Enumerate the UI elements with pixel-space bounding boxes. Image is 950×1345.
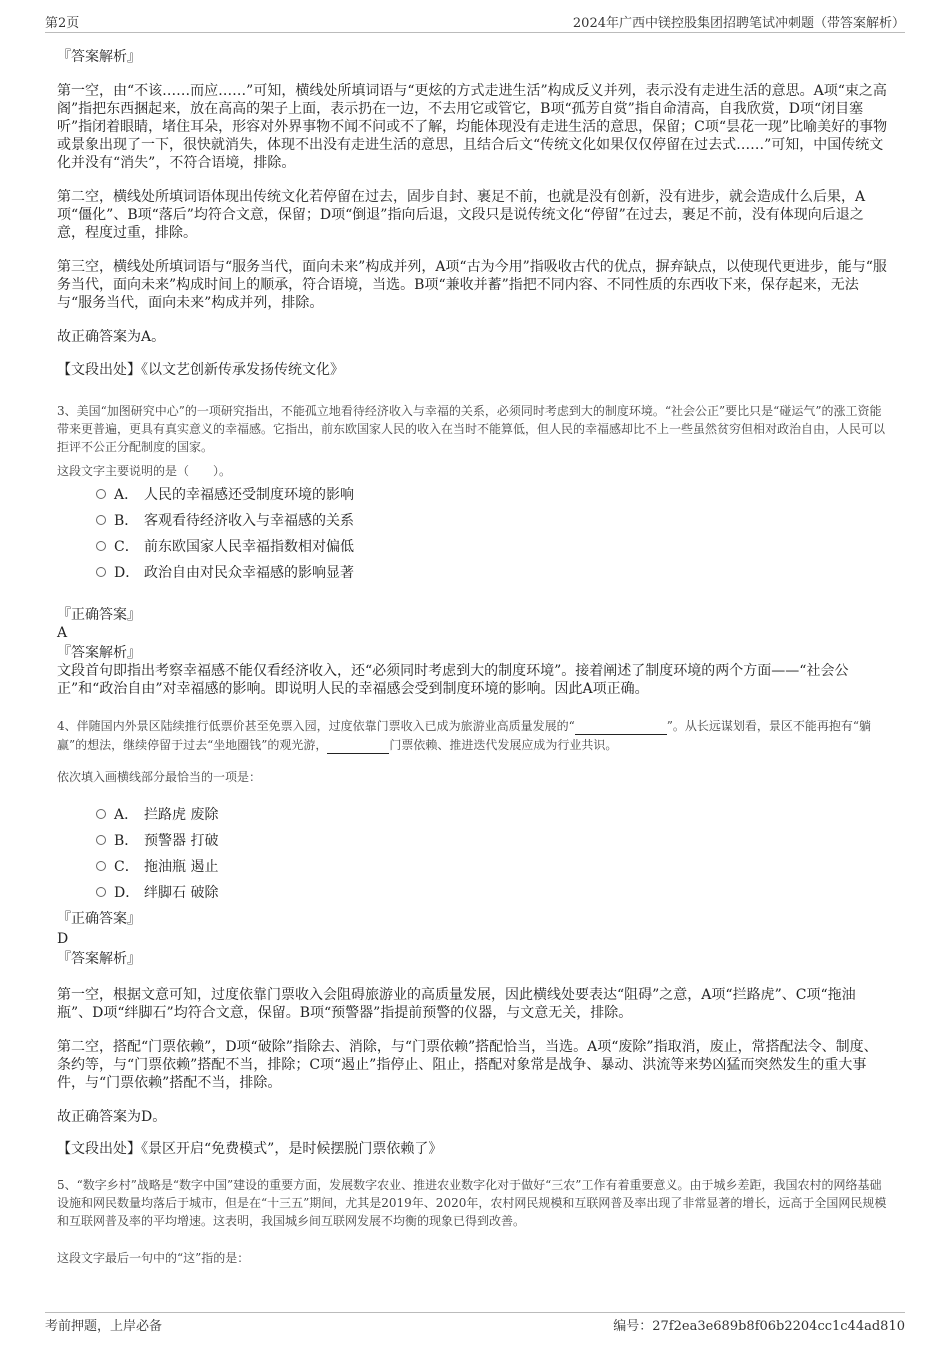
q2-analysis-paragraph-2: 第二空，横线处所填词语体现出传统文化若停留在过去，固步自封、裹足不前，也就是没有创新，没有进步，就会造成什么后果，A项“僵化”、B项“落后”均符合文意，保留；D项“倒退”指向后退，文段只是说传统文化“停留”在过去，裹足不前，没有体现向后退之意，程度过重，排除。 <box>57 189 866 241</box>
q4-source: 【文段出处】《景区开启“免费模式”，是时候摆脱门票依赖了》 <box>57 1141 443 1157</box>
q2-analysis-label: 『答案解析』 <box>57 49 141 65</box>
q2-analysis-paragraph-1: 第一空，由“不该……而应……”可知，横线处所填词语与“更炫的方式走进生活”构成反义并列，表示没有走进生活的意思。A项“束之高阁”指把东西捆起来，放在高高的架子上面，表示扔在一边，不去用它或管它，B项“孤芳自赏”指自命清高，自我欣赏，D项“闭目塞听”指闭着眼睛，堵住耳朵，形容对外界事物不闻不问或不了解，均能体现没有走进生活的意思，保留；C项“昙花一现”比喻美好的事物或景象出现了一下，很快就消失，体现不出没有走进生活的意思，且结合后文“传统文化如果仅仅停留在过去式……”可知，中国传统文化并没有“消失”，不符合语境，排除。 <box>57 83 888 171</box>
page-header <box>45 10 905 33</box>
page-footer <box>45 1312 905 1335</box>
q2-analysis-paragraph-3: 第三空，横线处所填词语与“服务当代，面向未来”构成并列，A项“古为今用”指吸收古代的优点，摒弃缺点，以使现代更进步，能与“服务当代，面向未来”构成时间上的顺承，符合语境，当选。B项“兼收并蓄”指把不同内容、不同性质的东西收下来，保存起来，无法与“服务当代，面向未来”构成并列，排除。 <box>57 259 887 311</box>
q4-answer-label: 『正确答案』 <box>57 911 141 927</box>
document-code: 编号：27f2ea3e689b8f06b2204cc1c44ad810 <box>613 1319 905 1334</box>
radio-icon[interactable] <box>96 887 106 897</box>
q4-option-b[interactable]: B． 预警器 打破 <box>96 832 218 850</box>
blank-1 <box>575 716 667 735</box>
q4-option-a[interactable]: A． 拦路虎 废除 <box>96 806 218 824</box>
q2-conclusion: 故正确答案为A。 <box>57 329 166 345</box>
q3-analysis: 文段首句即指出考察幸福感不能仅看经济收入，还“必须同时考虑到大的制度环境”。接着阐述了制度环境的两个方面——“社会公正”和“政治自由”对幸福感的影响。即说明人民的幸福感会受到制度环境的影响。因此A项正确。 <box>57 663 849 697</box>
q5-prompt: 这段文字最后一句中的“这”指的是： <box>57 1251 250 1265</box>
q3-option-b[interactable]: B． 客观看待经济收入与幸福感的关系 <box>96 512 354 530</box>
q3-analysis-label: 『答案解析』 <box>57 645 141 661</box>
q3-option-d[interactable]: D． 政治自由对民众幸福感的影响显著 <box>96 564 354 582</box>
radio-icon[interactable] <box>96 861 106 871</box>
document-title: 2024年广西中镁控股集团招聘笔试冲刺题（带答案解析） <box>572 16 905 31</box>
footer-slogan: 考前押题，上岸必备 <box>45 1319 163 1334</box>
radio-icon[interactable] <box>96 541 106 551</box>
q2-source: 【文段出处】《以文艺创新传承发扬传统文化》 <box>57 362 344 378</box>
q4-option-d[interactable]: D． 绊脚石 破除 <box>96 884 218 902</box>
q4-option-c[interactable]: C． 拖油瓶 遏止 <box>96 858 218 876</box>
q3-prompt: 这段文字主要说明的是（ ）。 <box>57 464 232 478</box>
radio-icon[interactable] <box>96 835 106 845</box>
radio-icon[interactable] <box>96 489 106 499</box>
q4-analysis-paragraph-2: 第二空，搭配“门票依赖”，D项“破除”指除去、消除，与“门票依赖”搭配恰当，当选。A项“废除”指取消，废止，常搭配法令、制度、条约等，与“门票依赖”搭配不当，排除；C项“遏止”指停止、阻止，搭配对象常是战争、暴动、洪流等来势凶猛而突然发生的重大事件，与“门票依赖”搭配不当，排除。 <box>57 1039 878 1091</box>
page-number: 第2页 <box>45 16 80 31</box>
radio-icon[interactable] <box>96 809 106 819</box>
q4-question-text: 4、伴随国内外景区陆续推行低票价甚至免票入园，过度依靠门票收入已成为旅游业高质量发展的“ ”。从长远谋划看，景区不能再抱有“躺赢”的想法，继续停留于过去“坐地圈钱”的观光游， 门票依赖、推进迭代发展应成为行业共识。 <box>57 716 892 754</box>
q5-question-text: 5、“数字乡村”战略是“数字中国”建设的重要方面，发展数字农业、推进农业数字化对于做好“三农”工作有着重要意义。由于城乡差距，我国农村的网络基础设施和网民数量均落后于城市，但是在“十三五”期间，尤其是2019年、2020年，农村网民规模和互联网普及率出现了非常显著的增长，远高于全国网民规模和互联网普及率的平均增速。这表明，我国城乡间互联网发展不均衡的现象已得到改善。 <box>57 1178 887 1228</box>
q3-question-text: 3、美国“加图研究中心”的一项研究指出，不能孤立地看待经济收入与幸福的关系，必须同时考虑到大的制度环境。“社会公正”要比只是“碰运气”的涨工资能带来更普遍，更具有真实意义的幸福感。它指出，前东欧国家人民的收入在当时不能算低，但人民的幸福感却比不上一些虽然贫穷但相对政治自由，人民可以拒评不公正分配制度的国家。 <box>57 404 886 454</box>
q4-conclusion: 故正确答案为D。 <box>57 1109 167 1125</box>
q4-prompt: 依次填入画横线部分最恰当的一项是： <box>57 770 262 784</box>
q3-option-a[interactable]: A． 人民的幸福感还受制度环境的影响 <box>96 486 354 504</box>
radio-icon[interactable] <box>96 567 106 577</box>
q4-analysis-paragraph-1: 第一空，根据文意可知，过度依靠门票收入会阻碍旅游业的高质量发展，因此横线处要表达“阻碍”之意，A项“拦路虎”、C项“拖油瓶”、D项“绊脚石”均符合文意，保留。B项“预警器”指提前预警的仪器，与文意无关，排除。 <box>57 987 856 1021</box>
q4-answer: D <box>57 931 69 947</box>
q3-answer-label: 『正确答案』 <box>57 607 141 623</box>
q3-answer: A <box>57 625 68 641</box>
blank-2 <box>327 735 389 754</box>
radio-icon[interactable] <box>96 515 106 525</box>
q3-option-c[interactable]: C． 前东欧国家人民幸福指数相对偏低 <box>96 538 354 556</box>
q4-analysis-label: 『答案解析』 <box>57 951 141 967</box>
